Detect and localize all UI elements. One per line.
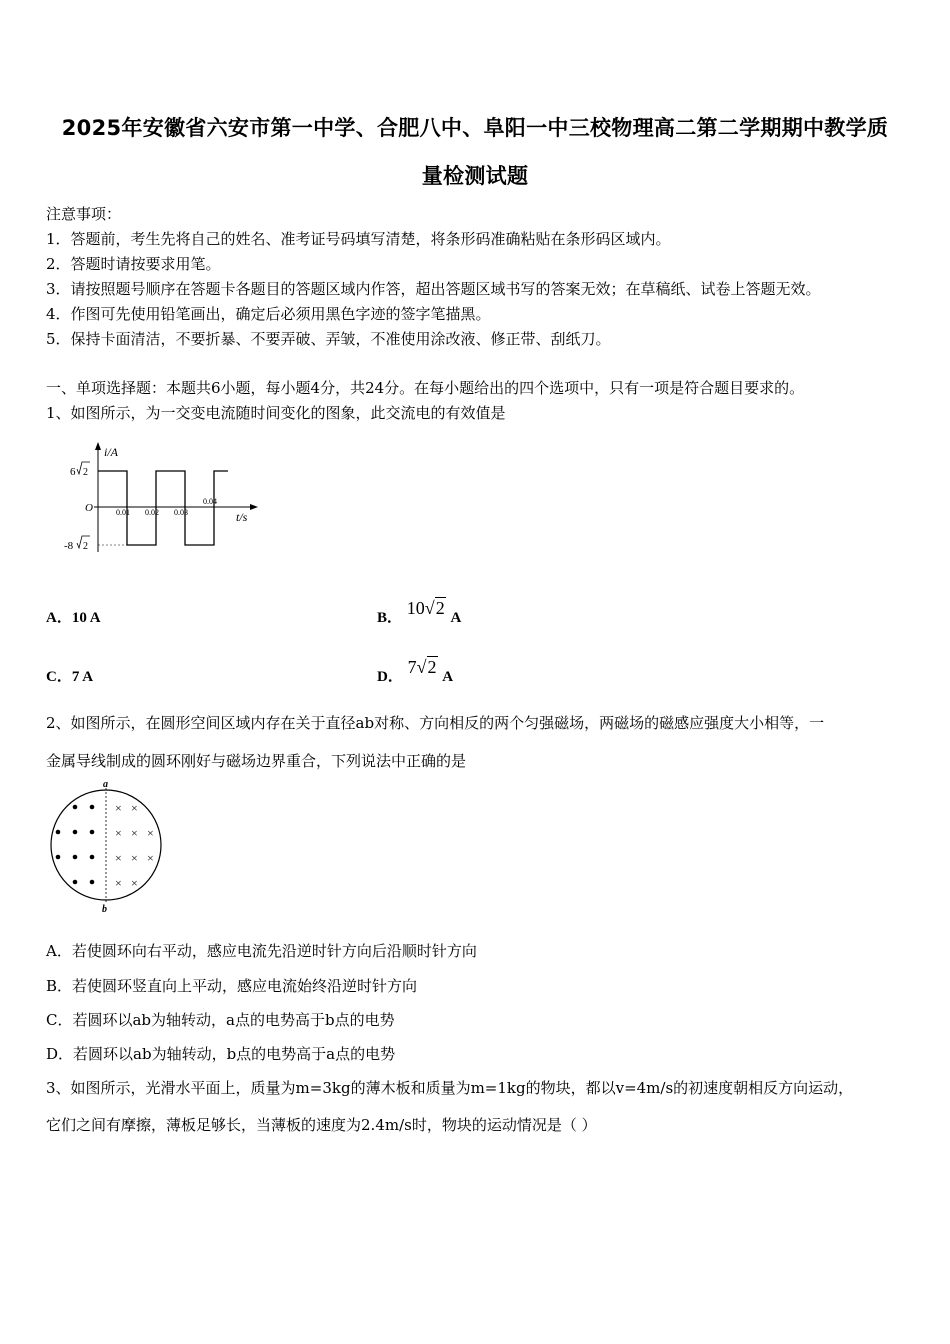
q1-option-d[interactable]: [377, 657, 454, 686]
magnetic-field-figure: [44, 778, 170, 916]
notice-item: 4．作图可先使用铅笔画出，确定后必须用黑色字迹的签字笔描黑。: [46, 305, 491, 323]
option-letter: B．: [377, 610, 403, 626]
x-tick-label: 0.03: [174, 508, 188, 517]
option-unit: A: [442, 669, 454, 685]
x-axis-label: t/s: [236, 510, 248, 524]
option-math: 10√2: [406, 598, 445, 618]
svg-text:×: ×: [131, 851, 138, 865]
svg-text:×: ×: [131, 876, 138, 890]
q2-option-c[interactable]: C．若圆环以ab为轴转动，a点的电势高于b点的电势: [46, 1011, 395, 1029]
y-axis-arrow: [95, 442, 101, 450]
question-2-stem: 2、如图所示，在圆形空间区域内存在关于直径ab对称、方向相反的两个匀强磁场，两磁场的磁感应强度大小相等，一: [46, 714, 825, 732]
option-text: 10 A: [71, 610, 101, 626]
option-letter: C．: [46, 669, 72, 685]
y-pos-radicand: 2: [83, 467, 88, 478]
option-text: 7 A: [71, 669, 94, 685]
point-a-label: a: [103, 779, 108, 790]
field-dots: [56, 805, 95, 885]
x-tick-label: 0.04: [203, 497, 217, 506]
y-axis-label: i/A: [104, 445, 118, 459]
notice-item: 1．答题前，考生先将自己的姓名、准考证号码填写清楚，将条形码准确粘贴在条形码区域内。: [46, 230, 671, 248]
svg-text:×: ×: [131, 826, 138, 840]
q1-option-a[interactable]: [46, 606, 101, 627]
q1-option-b[interactable]: [377, 598, 462, 627]
option-letter: A．: [46, 610, 72, 626]
option-math: 7√2: [407, 657, 437, 677]
y-pos-value: 6: [70, 466, 76, 478]
ac-current-graph: [56, 440, 266, 558]
origin-label: O: [85, 502, 93, 514]
point-b-label: b: [102, 904, 107, 915]
question-1-stem: 1、如图所示，为一交变电流随时间变化的图象，此交流电的有效值是: [46, 404, 506, 422]
notice-item: 2．答题时请按要求用笔。: [46, 255, 221, 273]
exam-title-line2: 量检测试题: [421, 164, 529, 188]
x-axis-arrow: [250, 504, 258, 510]
y-neg-radicand: 2: [83, 541, 88, 552]
exam-title-line1: 2025年安徽省六安市第一中学、合肥八中、阜阳一中三校物理高二第二学期期中教学质: [61, 116, 889, 140]
field-crosses: [115, 801, 154, 890]
svg-text:×: ×: [115, 876, 122, 890]
svg-text:×: ×: [147, 826, 154, 840]
question-2-stem: 金属导线制成的圆环刚好与磁场边界重合，下列说法中正确的是: [46, 752, 467, 770]
notice-item: 3．请按照题号顺序在答题卡各题目的答题区域内作答，超出答题区域书写的答案无效；在草稿纸、试卷上答题无效。: [46, 280, 821, 298]
svg-text:×: ×: [115, 851, 122, 865]
q2-option-b[interactable]: B．若使圆环竖直向上平动，感应电流始终沿逆时针方向: [46, 977, 418, 995]
option-unit: A: [450, 610, 462, 626]
svg-text:×: ×: [147, 851, 154, 865]
q1-option-c[interactable]: [46, 665, 93, 686]
svg-text:×: ×: [115, 826, 122, 840]
svg-text:×: ×: [131, 801, 138, 815]
q2-option-a[interactable]: A．若使圆环向右平动，感应电流先沿逆时针方向后沿顺时针方向: [46, 942, 477, 960]
section-heading: 一、单项选择题：本题共6小题，每小题4分，共24分。在每小题给出的四个选项中，只有一项是符合题目要求的。: [46, 379, 805, 397]
x-tick-label: 0.02: [145, 508, 159, 517]
option-letter: D．: [377, 669, 403, 685]
notice-heading: 注意事项：: [46, 205, 122, 223]
question-3-stem: 3、如图所示，光滑水平面上，质量为m=3kg的薄木板和质量为m=1kg的物块，都以v=4m/s的初速度朝相反方向运动，: [46, 1079, 854, 1097]
notice-item: 5．保持卡面清洁，不要折暴、不要弄破、弄皱，不准使用涂改液、修正带、刮纸刀。: [46, 330, 611, 348]
y-neg-value: -8: [64, 540, 74, 552]
svg-text:×: ×: [115, 801, 122, 815]
x-tick-label: 0.01: [116, 508, 130, 517]
q2-option-d[interactable]: D．若圆环以ab为轴转动，b点的电势高于a点的电势: [46, 1045, 396, 1063]
question-3-stem: 它们之间有摩擦，薄板足够长，当薄板的速度为2.4m/s时，物块的运动情况是（ ）: [46, 1116, 597, 1134]
